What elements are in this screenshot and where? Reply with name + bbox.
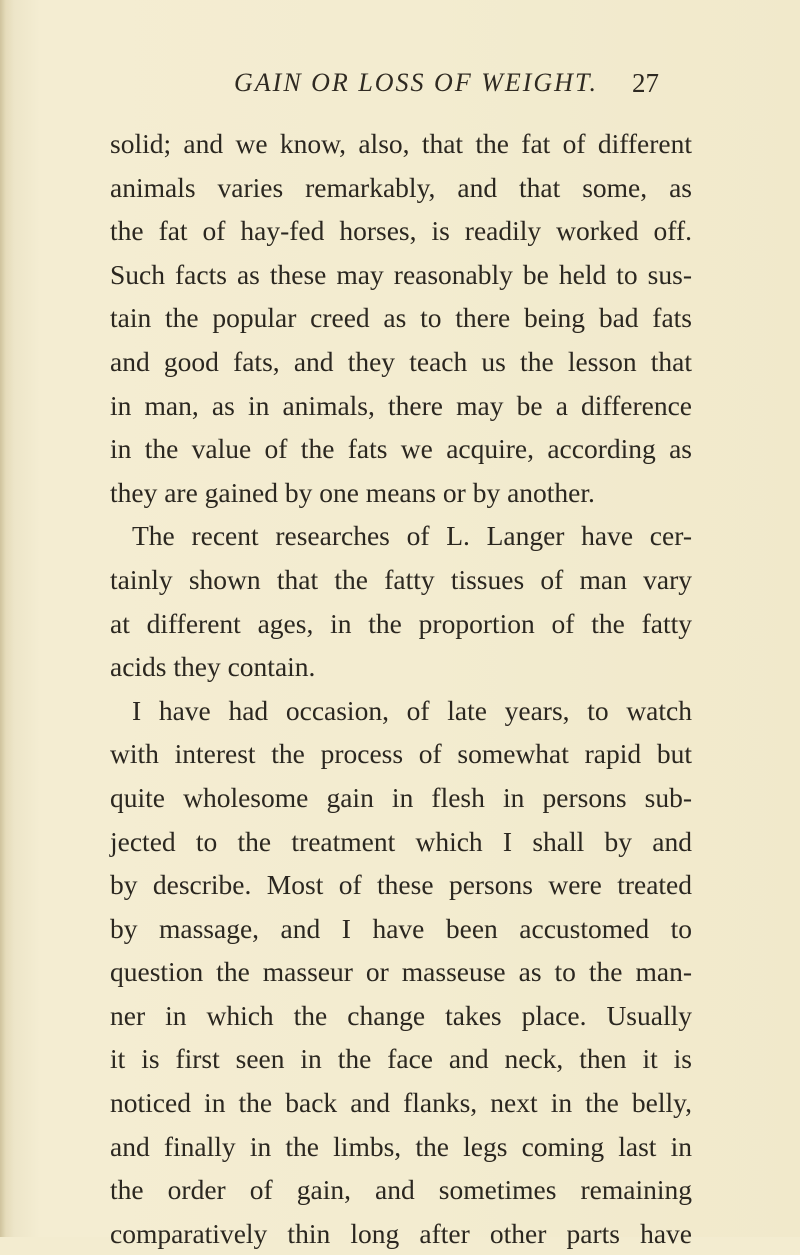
body-text [110,122,692,1255]
text-line: tainly shown that the fatty tissues of man vary [110,563,692,595]
text-line-paragraph-start: The recent researches of L. Langer have cer- [132,520,692,552]
page-gutter [0,0,14,1237]
text-line: with interest the process of somewhat rapid but [110,738,692,770]
text-line-paragraph-start: I have had occasion, of late years, to watch [132,694,692,726]
text-line: and finally in the limbs, the legs coming last in [110,1130,692,1162]
text-line: ner in which the change takes place. Usually [110,999,692,1031]
text-line: animals varies remarkably, and that some, as [110,171,692,203]
text-line: at different ages, in the proportion of the fatty [110,607,692,639]
text-line: the fat of hay-fed horses, is readily worked off. [110,215,692,247]
text-line: in man, as in animals, there may be a difference [110,389,692,421]
text-line: question the masseur or masseuse as to the man- [110,956,692,988]
text-line: Such facts as these may reasonably be held to sus- [110,258,692,290]
text-line: it is first seen in the face and neck, then it is [110,1043,692,1075]
running-head [0,68,800,108]
text-line: quite wholesome gain in flesh in persons sub- [110,781,692,813]
text-line: comparatively thin long after other parts have [110,1217,692,1249]
text-line: solid; and we know, also, that the fat of different [110,128,692,159]
text-line: noticed in the back and flanks, next in the belly, [110,1087,692,1119]
text-line: by massage, and I have been accustomed to [110,912,692,944]
page-number: 27 [632,68,659,98]
text-line: tain the popular creed as to there being bad fats [110,302,692,334]
text-line: and good fats, and they teach us the lesson that [110,345,692,377]
text-line: acids they contain. [110,651,316,683]
text-line: by describe. Most of these persons were treated [110,869,692,901]
text-line: in the value of the fats we acquire, according as [110,433,692,465]
text-line: the order of gain, and sometimes remaining [110,1174,692,1206]
running-title: GAIN OR LOSS OF WEIGHT. [234,68,598,97]
text-line: jected to the treatment which I shall by and [110,825,692,857]
text-line: they are gained by one means or by another. [110,476,595,508]
